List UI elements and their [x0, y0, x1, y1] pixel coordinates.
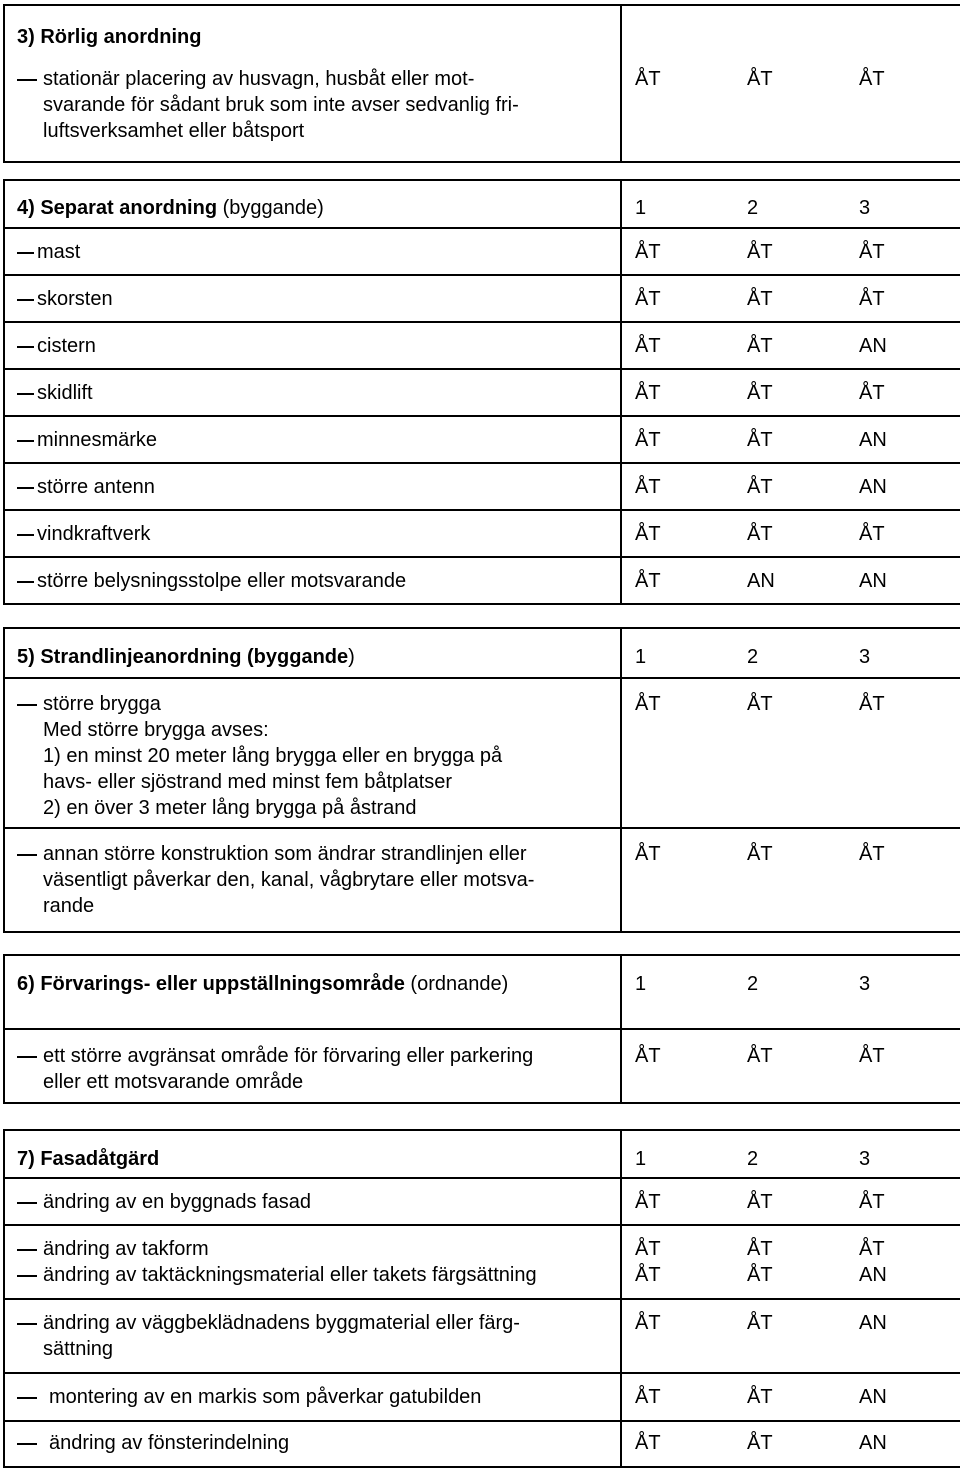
dash-icon [17, 568, 37, 603]
section-3-values-cell [621, 5, 960, 162]
values-row: ÅT ÅT ÅT [635, 1238, 885, 1260]
dash-icon [17, 1310, 43, 1372]
section-title: 7) Fasadåtgärd [17, 1148, 160, 1170]
section-7-table [3, 1129, 960, 1468]
dash-icon [17, 1430, 49, 1466]
values-row: ÅT ÅT ÅT [635, 1045, 885, 1067]
dash-icon [17, 380, 37, 415]
list-item: större antenn [5, 464, 620, 509]
dash-icon [17, 691, 43, 827]
column-numbers: 1 2 3 [635, 197, 871, 219]
list-item: stationär placering av husvagn, husbåt eller mot- svarande för sådant bruk som inte avser sedvanlig fri- luftsverksamhet eller båtsport [5, 50, 620, 161]
values-row: ÅT ÅT AN [635, 1312, 887, 1334]
values-row: ÅT ÅT ÅT [635, 843, 885, 865]
values-row: ÅT ÅT AN [635, 1432, 887, 1454]
values-row: ÅT ÅT AN [635, 1264, 887, 1286]
dash-icon [17, 286, 37, 321]
values-row: ÅT ÅT ÅT [635, 693, 885, 715]
list-item: ändring av en byggnads fasad [5, 1179, 620, 1224]
section-title: 6) Förvarings- eller uppställningsområde [17, 973, 405, 995]
list-item: större belysningsstolpe eller motsvarande [5, 558, 620, 603]
section-title: 4) Separat anordning [17, 197, 218, 219]
dash-icon [17, 1384, 49, 1420]
values-row: ÅT ÅT ÅT [635, 288, 885, 310]
list-item: ett större avgränsat område för förvaring eller parkering eller ett motsvarande område [5, 1030, 620, 1102]
values-row: ÅT ÅT AN [635, 335, 887, 357]
list-item: montering av en markis som påverkar gatubilden [5, 1374, 620, 1420]
dash-icon [17, 1262, 43, 1288]
section-5-table: 5) Strandlinjeanordning (byggande) 1 2 3 större brygga Med större brygga avses: 1) en minst 20 meter lång brygga eller en brygga på havs- eller sjöstrand med minst fem båtplatser 2) en över 3 meter lång brygga på åstrand ÅT ÅT ÅT annan större konstruktion som ändrar strandlinjen eller väsentligt påverkar den, kanal, vågbrytare eller motsva- rande ÅT ÅT ÅT [3, 627, 960, 933]
list-item: vindkraftverk [5, 511, 620, 556]
values-row: ÅT ÅT ÅT [635, 523, 885, 545]
dash-icon [17, 521, 37, 556]
list-item: ändring av taktäckningsmaterial eller takets färgsättning [5, 1262, 620, 1288]
values-row: ÅT ÅT AN [635, 429, 887, 451]
values-row: ÅT ÅT ÅT [635, 241, 885, 263]
values-row: ÅT ÅT AN [635, 476, 887, 498]
list-item: ändring av väggbeklädnadens byggmaterial eller färg- sättning [5, 1300, 620, 1372]
list-item: minnesmärke [5, 417, 620, 462]
dash-icon [17, 474, 37, 509]
section-4-label-cell: 4) Separat anordning (byggande) [4, 180, 621, 228]
values-row: ÅT ÅT ÅT [635, 68, 885, 90]
values-row: ÅT ÅT ÅT [635, 1191, 885, 1213]
list-item: större brygga Med större brygga avses: 1) en minst 20 meter lång brygga eller en brygga på havs- eller sjöstrand med minst fem båtplatser 2) en över 3 meter lång brygga på åstrand [5, 679, 620, 827]
list-item: cistern [5, 323, 620, 368]
section-title: 3) Rörlig anordning [17, 26, 202, 48]
dash-icon [17, 841, 43, 931]
list-item: mast [5, 229, 620, 274]
list-item: skorsten [5, 276, 620, 321]
dash-icon [17, 1189, 43, 1224]
column-numbers: 1 2 3 [635, 1148, 871, 1170]
list-item: ändring av fönsterindelning [5, 1422, 620, 1466]
section-3-header-cell [4, 5, 621, 162]
dash-icon [17, 66, 43, 161]
list-item: skidlift [5, 370, 620, 415]
dash-icon [17, 239, 37, 274]
list-item: annan större konstruktion som ändrar strandlinjen eller väsentligt påverkar den, kanal, vågbrytare eller motsva- rande [5, 829, 620, 931]
section-3-table [3, 4, 960, 163]
list-item: ändring av takform [5, 1236, 620, 1262]
section-4-table [3, 179, 960, 605]
column-numbers: 1 2 3 [635, 973, 871, 995]
column-numbers: 1 2 3 [635, 646, 871, 668]
values-row: ÅT ÅT AN [635, 1386, 887, 1408]
values-row: ÅT AN AN [635, 570, 887, 592]
dash-icon [17, 427, 37, 462]
section-title: 5) Strandlinjeanordning (byggande [17, 646, 349, 668]
values-row: ÅT ÅT ÅT [635, 382, 885, 404]
dash-icon [17, 1236, 43, 1262]
dash-icon [17, 333, 37, 368]
section-6-table: 6) Förvarings- eller uppställningsområde (ordnande) 1 2 3 ett större avgränsat område för förvaring eller parkering eller ett motsvarande område ÅT ÅT ÅT [3, 954, 960, 1104]
dash-icon [17, 1043, 43, 1102]
